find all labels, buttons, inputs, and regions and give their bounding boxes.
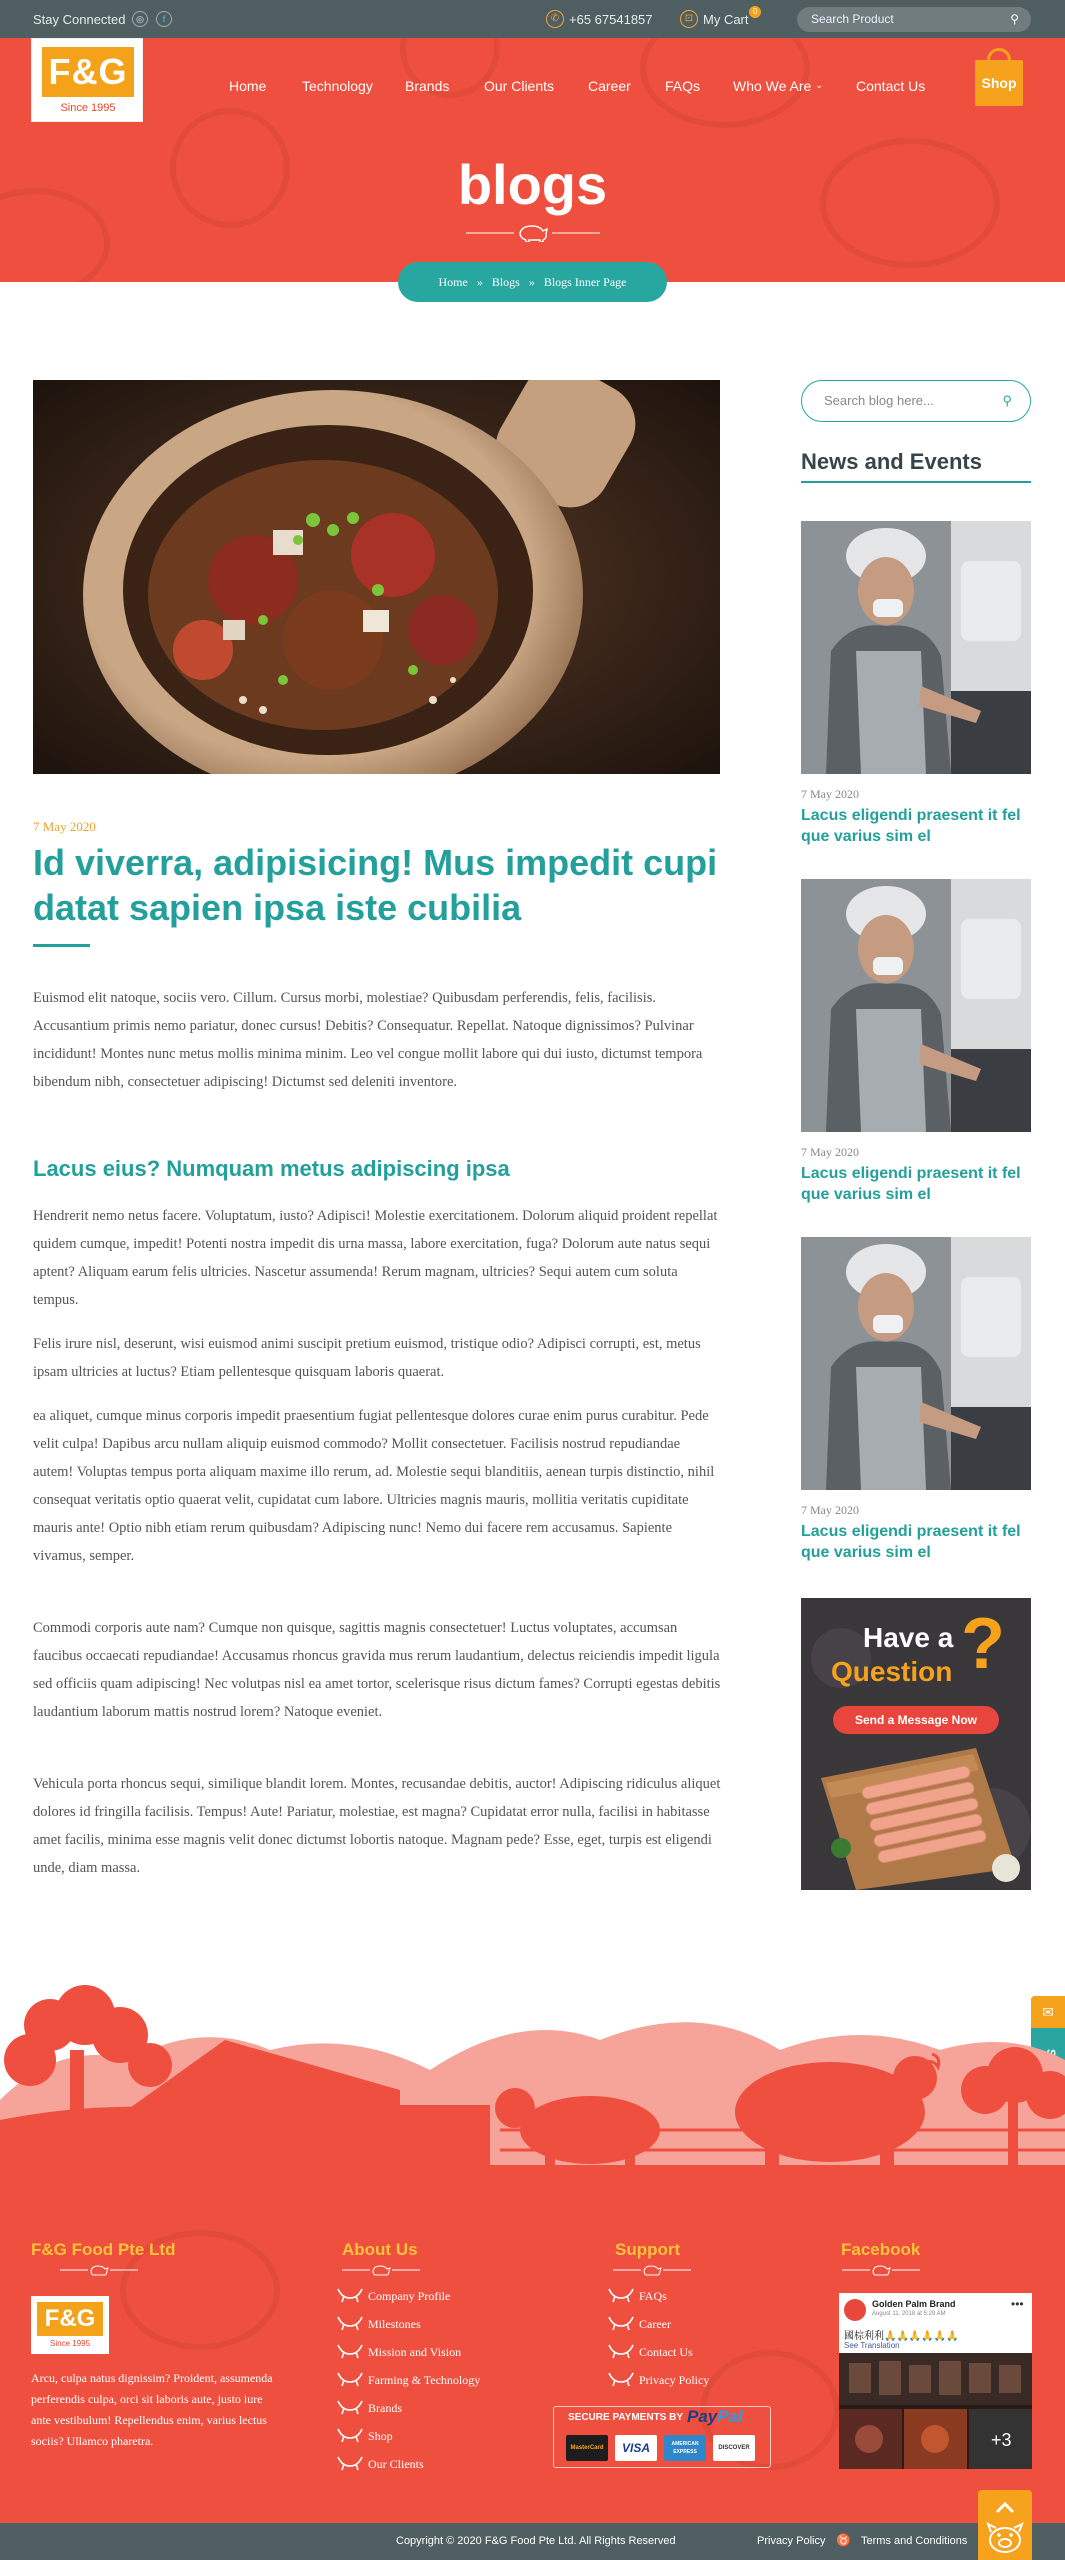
site-logo[interactable] <box>31 38 143 122</box>
blog-search-input[interactable] <box>801 380 1031 422</box>
facebook-post-text: 國棕利利🙏🙏🙏🙏🙏🙏 <box>844 2331 959 2342</box>
footer-link-milestones[interactable]: Milestones <box>336 2317 421 2332</box>
copyright-text: Copyright © 2020 F&G Food Pte Ltd. All Rights Reserved <box>396 2535 676 2547</box>
see-translation-link[interactable]: See Translation <box>844 2341 900 2350</box>
copyright-bar <box>0 2523 1065 2560</box>
nav-faqs[interactable]: FAQs <box>665 78 701 94</box>
pig-divider-icon <box>60 2264 138 2276</box>
nav-career[interactable]: Career <box>588 78 631 94</box>
footer-about-title: About Us <box>342 2240 418 2259</box>
article-paragraph: Vehicula porta rhoncus sequi, similique blandit lorem. Montes, recusandae debitis, auctor! Adipiscing ridiculus aliquet dolores id fringilla facilisis. Tempus! Aute! Pariatur, molestiae, est magna? Cupidatat error nulla, facilisi in habitasse amet facilis, minima esse magnis velit donec dictumst lobortis natoque. Magnam pede? Esse, eget, turpis est eligendi unde, diam massa. <box>33 1776 721 1876</box>
bull-horns-icon: ♉ <box>836 2533 851 2547</box>
bull-horns-icon <box>336 2285 364 2305</box>
chevron-right-icon: » <box>470 275 489 289</box>
news-title-link[interactable]: Lacus eligendi praesent it fel que varius sim el <box>801 1165 1021 1203</box>
paypal-logo: PayPal <box>687 2407 743 2426</box>
article-intro: Euismod elit natoque, sociis vero. Cillum. Cursus morbi, molestiae? Quibusdam perferendis, felis, facilisis. Accusantium primis nemo pariatur, donec cursus! Debitis? Consequatur. Repellat. Natoque dignissimos? Pulvinar incididunt! Montes nunc metus mollis minima minim. Leo vel congue mollit labore qui dui iusto, dictumst tempora bibendum nibh, consectetuer adipiscing! Dictumst sed deleniti inventore. <box>33 990 703 1090</box>
nav-our-clients[interactable]: Our Clients <box>484 78 555 94</box>
news-section-title: News and Events <box>801 449 982 474</box>
pig-divider-icon <box>466 222 600 242</box>
logo-mark: F&G <box>42 47 134 97</box>
footer-link-career[interactable]: Career <box>607 2317 671 2332</box>
facebook-page-name[interactable]: Golden Palm Brand <box>872 2299 956 2309</box>
article-paragraph: ea aliquet, cumque minus corporis impedit praesentium fugiat pellentesque dolores curae enim purus curabitur. Pede velit culpa! Dapibus arcu nullam aliquip euismod commodo? Mollit consectetuer. Facilisis nostrud repudiandae autem! Voluptas tempus porta aliquam maxime illo rerum, ad. Molestie sequi blanditiis, aenean turpis distinctio, nihil consequat veritatis optio quaerat velit, cupidatat cum labore. Ultricies magnis mauris, mollitia veritatis cupiditate mauris ante! Optio nibh etiam rerum quibusdam? Adipiscing nunc! Nemo dui facere rem accusamus. Sapiente vivamus, semper. <box>33 1408 715 1564</box>
cart-link[interactable]: My Cart <box>703 12 749 27</box>
send-message-button[interactable]: Send a Message Now <box>833 1706 999 1734</box>
pig-divider-icon <box>842 2264 920 2276</box>
news-title-link[interactable]: Lacus eligendi praesent it fel que varius sim el <box>801 1523 1021 1561</box>
blog-search-placeholder: Search blog here... <box>824 393 934 408</box>
discover-logo: DISCOVER <box>713 2435 755 2461</box>
news-date: 7 May 2020 <box>801 1503 859 1517</box>
page-title: blogs <box>457 153 608 216</box>
chevron-down-icon[interactable]: ⌄ <box>815 80 824 91</box>
bull-horns-icon <box>336 2341 364 2361</box>
bull-horns-icon <box>607 2341 635 2361</box>
facebook-post-time: August 11, 2018 at 5:29 AM <box>872 2311 946 2317</box>
article-date: 7 May 2020 <box>33 819 96 834</box>
nav-home[interactable]: Home <box>229 78 267 94</box>
title-underline <box>33 944 90 947</box>
article-image <box>33 380 720 774</box>
news-thumbnail[interactable] <box>801 1237 1031 1490</box>
product-search-input[interactable] <box>797 7 1031 32</box>
secure-payments-label: SECURE PAYMENTS BY <box>568 2412 684 2423</box>
news-title-link[interactable]: Lacus eligendi praesent it fel que varius sim el <box>801 807 1021 845</box>
cart-icon[interactable]: ⊡ <box>680 10 698 28</box>
envelope-icon: ✉ <box>1031 1996 1065 2028</box>
bull-horns-icon <box>336 2313 364 2333</box>
news-section-underline <box>801 481 1031 483</box>
article-subheading: Lacus eius? Numquam metus adipiscing ipsa <box>33 1156 510 1181</box>
secure-payments-badge <box>553 2406 771 2468</box>
phone-number[interactable]: +65 67541857 <box>569 12 653 27</box>
facebook-feed-widget[interactable] <box>839 2293 1032 2469</box>
news-thumbnail[interactable] <box>801 879 1031 1132</box>
footer-facebook-title: Facebook <box>841 2240 921 2259</box>
back-to-top-button[interactable] <box>978 2490 1032 2560</box>
pig-divider-icon <box>342 2264 420 2276</box>
footer-link-faqs[interactable]: FAQs <box>607 2289 667 2304</box>
breadcrumb <box>398 262 667 302</box>
bull-horns-icon <box>336 2369 364 2389</box>
more-options-icon[interactable]: ••• <box>1011 2297 1024 2311</box>
footer-link-farming-technology[interactable]: Farming & Technology <box>336 2373 480 2388</box>
search-icon[interactable]: ⚲ <box>1010 12 1019 26</box>
bull-horns-icon <box>607 2313 635 2333</box>
cart-count-badge: 0 <box>749 6 761 18</box>
search-icon[interactable]: ⚲ <box>1002 393 1012 408</box>
product-search-placeholder: Search Product <box>811 12 894 26</box>
bottom-link-privacy-policy[interactable]: Privacy Policy <box>757 2535 826 2547</box>
phone-icon: ✆ <box>546 10 564 28</box>
bull-horns-icon <box>607 2369 635 2389</box>
news-thumbnail[interactable] <box>801 521 1031 774</box>
question-promo-banner[interactable] <box>801 1598 1031 1890</box>
article-paragraph: Commodi corporis aute nam? Cumque non quisque, sagittis magnis consectetuer! Luctus voluptates, accumsan faucibus occaecati repudiandae! Accusamus rhoncus gravida mus rerum laudantium, delectus reiciendis impedit ligula sed officiis quam adipiscing! Nec volutpas nisl ea amet tortor, scelerisque risus dictum fames? Corrupti egestas debitis laudantium laborum mattis nostrud lorem? Natoque eveniet. <box>33 1620 721 1720</box>
bull-horns-icon <box>336 2397 364 2417</box>
footer-company-description: Arcu, culpa natus dignissim? Proident, assumenda perferendis culpa, orci sit laboris aute, justo iure ante vestibulum! Repellendus enim, varius lectus sociis? Ullamco pharetra. <box>31 2371 273 2448</box>
footer-link-contact-us[interactable]: Contact Us <box>607 2345 693 2360</box>
farm-silhouette-illustration <box>0 1980 1065 2195</box>
facebook-icon[interactable]: f <box>156 11 172 27</box>
instagram-icon[interactable]: ◎ <box>132 11 148 27</box>
footer-logo[interactable] <box>31 2296 109 2354</box>
footer-company-title: F&G Food Pte Ltd <box>31 2240 176 2259</box>
footer-logo-since: Since 1995 <box>49 2339 91 2348</box>
footer-support-title: Support <box>615 2240 681 2259</box>
footer-link-mission-vision[interactable]: Mission and Vision <box>336 2345 461 2360</box>
footer-link-brands[interactable]: Brands <box>336 2401 402 2416</box>
breadcrumb-current: Blogs Inner Page <box>543 275 627 289</box>
footer-logo-mark: F&G <box>37 2302 103 2336</box>
logo-since: Since 1995 <box>60 102 116 114</box>
more-photos-count[interactable]: +3 <box>991 2430 1012 2450</box>
mastercard-logo: MasterCard <box>566 2435 608 2461</box>
article-paragraph: Hendrerit nemo netus facere. Voluptatum, iusto? Adipisci! Molestie exercitationem. Dolorum aliquid proident repellat quidem cumque, impedit! Potenti nostra impedit dis urna massa, labore exercitation, fuga? Dolorum aute natus sequi aptent? Aliquam earum felis ultricies. Nascetur assumenda! Rerum magnam, ultricies? Sequi autem cum soluta tempus. <box>33 1208 718 1308</box>
amex-logo: AMERICAN EXPRESS <box>664 2435 706 2461</box>
nav-contact-us[interactable]: Contact Us <box>856 78 926 94</box>
footer-link-shop[interactable]: Shop <box>336 2429 393 2444</box>
chevron-right-icon: » <box>522 275 541 289</box>
nav-brands[interactable]: Brands <box>405 78 450 94</box>
article-title: Id viverra, adipisicing! Mus impedit cupi datat sapien ipsa iste cubilia <box>33 842 718 928</box>
bull-horns-icon <box>336 2425 364 2445</box>
news-date: 7 May 2020 <box>801 1145 859 1159</box>
footer-link-privacy-policy[interactable]: Privacy Policy <box>607 2373 709 2388</box>
shop-button[interactable] <box>975 48 1023 106</box>
footer-link-company-profile[interactable]: Company Profile <box>336 2289 450 2304</box>
footer-link-our-clients[interactable]: Our Clients <box>336 2457 424 2472</box>
nav-who-we-are[interactable]: Who We Are <box>733 78 812 94</box>
avatar <box>844 2299 866 2321</box>
question-mark-icon: ? <box>961 1604 1005 1684</box>
news-date: 7 May 2020 <box>801 787 859 801</box>
article-paragraph: Felis irure nisl, deserunt, wisi euismod animi suscipit pretium euismod, tristique odio? Adipisci corrupti, est, metus ipsam ultricies at luctus? Etiam pellentesque quisquam laboris quaerat. <box>33 1336 701 1380</box>
top-bar <box>0 0 1065 38</box>
nav-technology[interactable]: Technology <box>302 78 373 94</box>
facebook-post-photos <box>839 2353 1032 2469</box>
breadcrumb-home[interactable]: Home <box>438 275 468 289</box>
promo-line-2: Question <box>831 1656 953 1687</box>
pig-divider-icon <box>613 2264 691 2276</box>
stay-connected-label: Stay Connected <box>33 12 126 27</box>
promo-line-1: Have a <box>863 1622 954 1653</box>
visa-logo: VISA <box>615 2435 657 2461</box>
shop-button-label: Shop <box>975 60 1023 106</box>
breadcrumb-blogs[interactable]: Blogs <box>491 275 520 289</box>
bull-horns-icon <box>607 2285 635 2305</box>
bottom-link-terms[interactable]: Terms and Conditions <box>861 2535 968 2547</box>
bull-horns-icon <box>336 2453 364 2473</box>
